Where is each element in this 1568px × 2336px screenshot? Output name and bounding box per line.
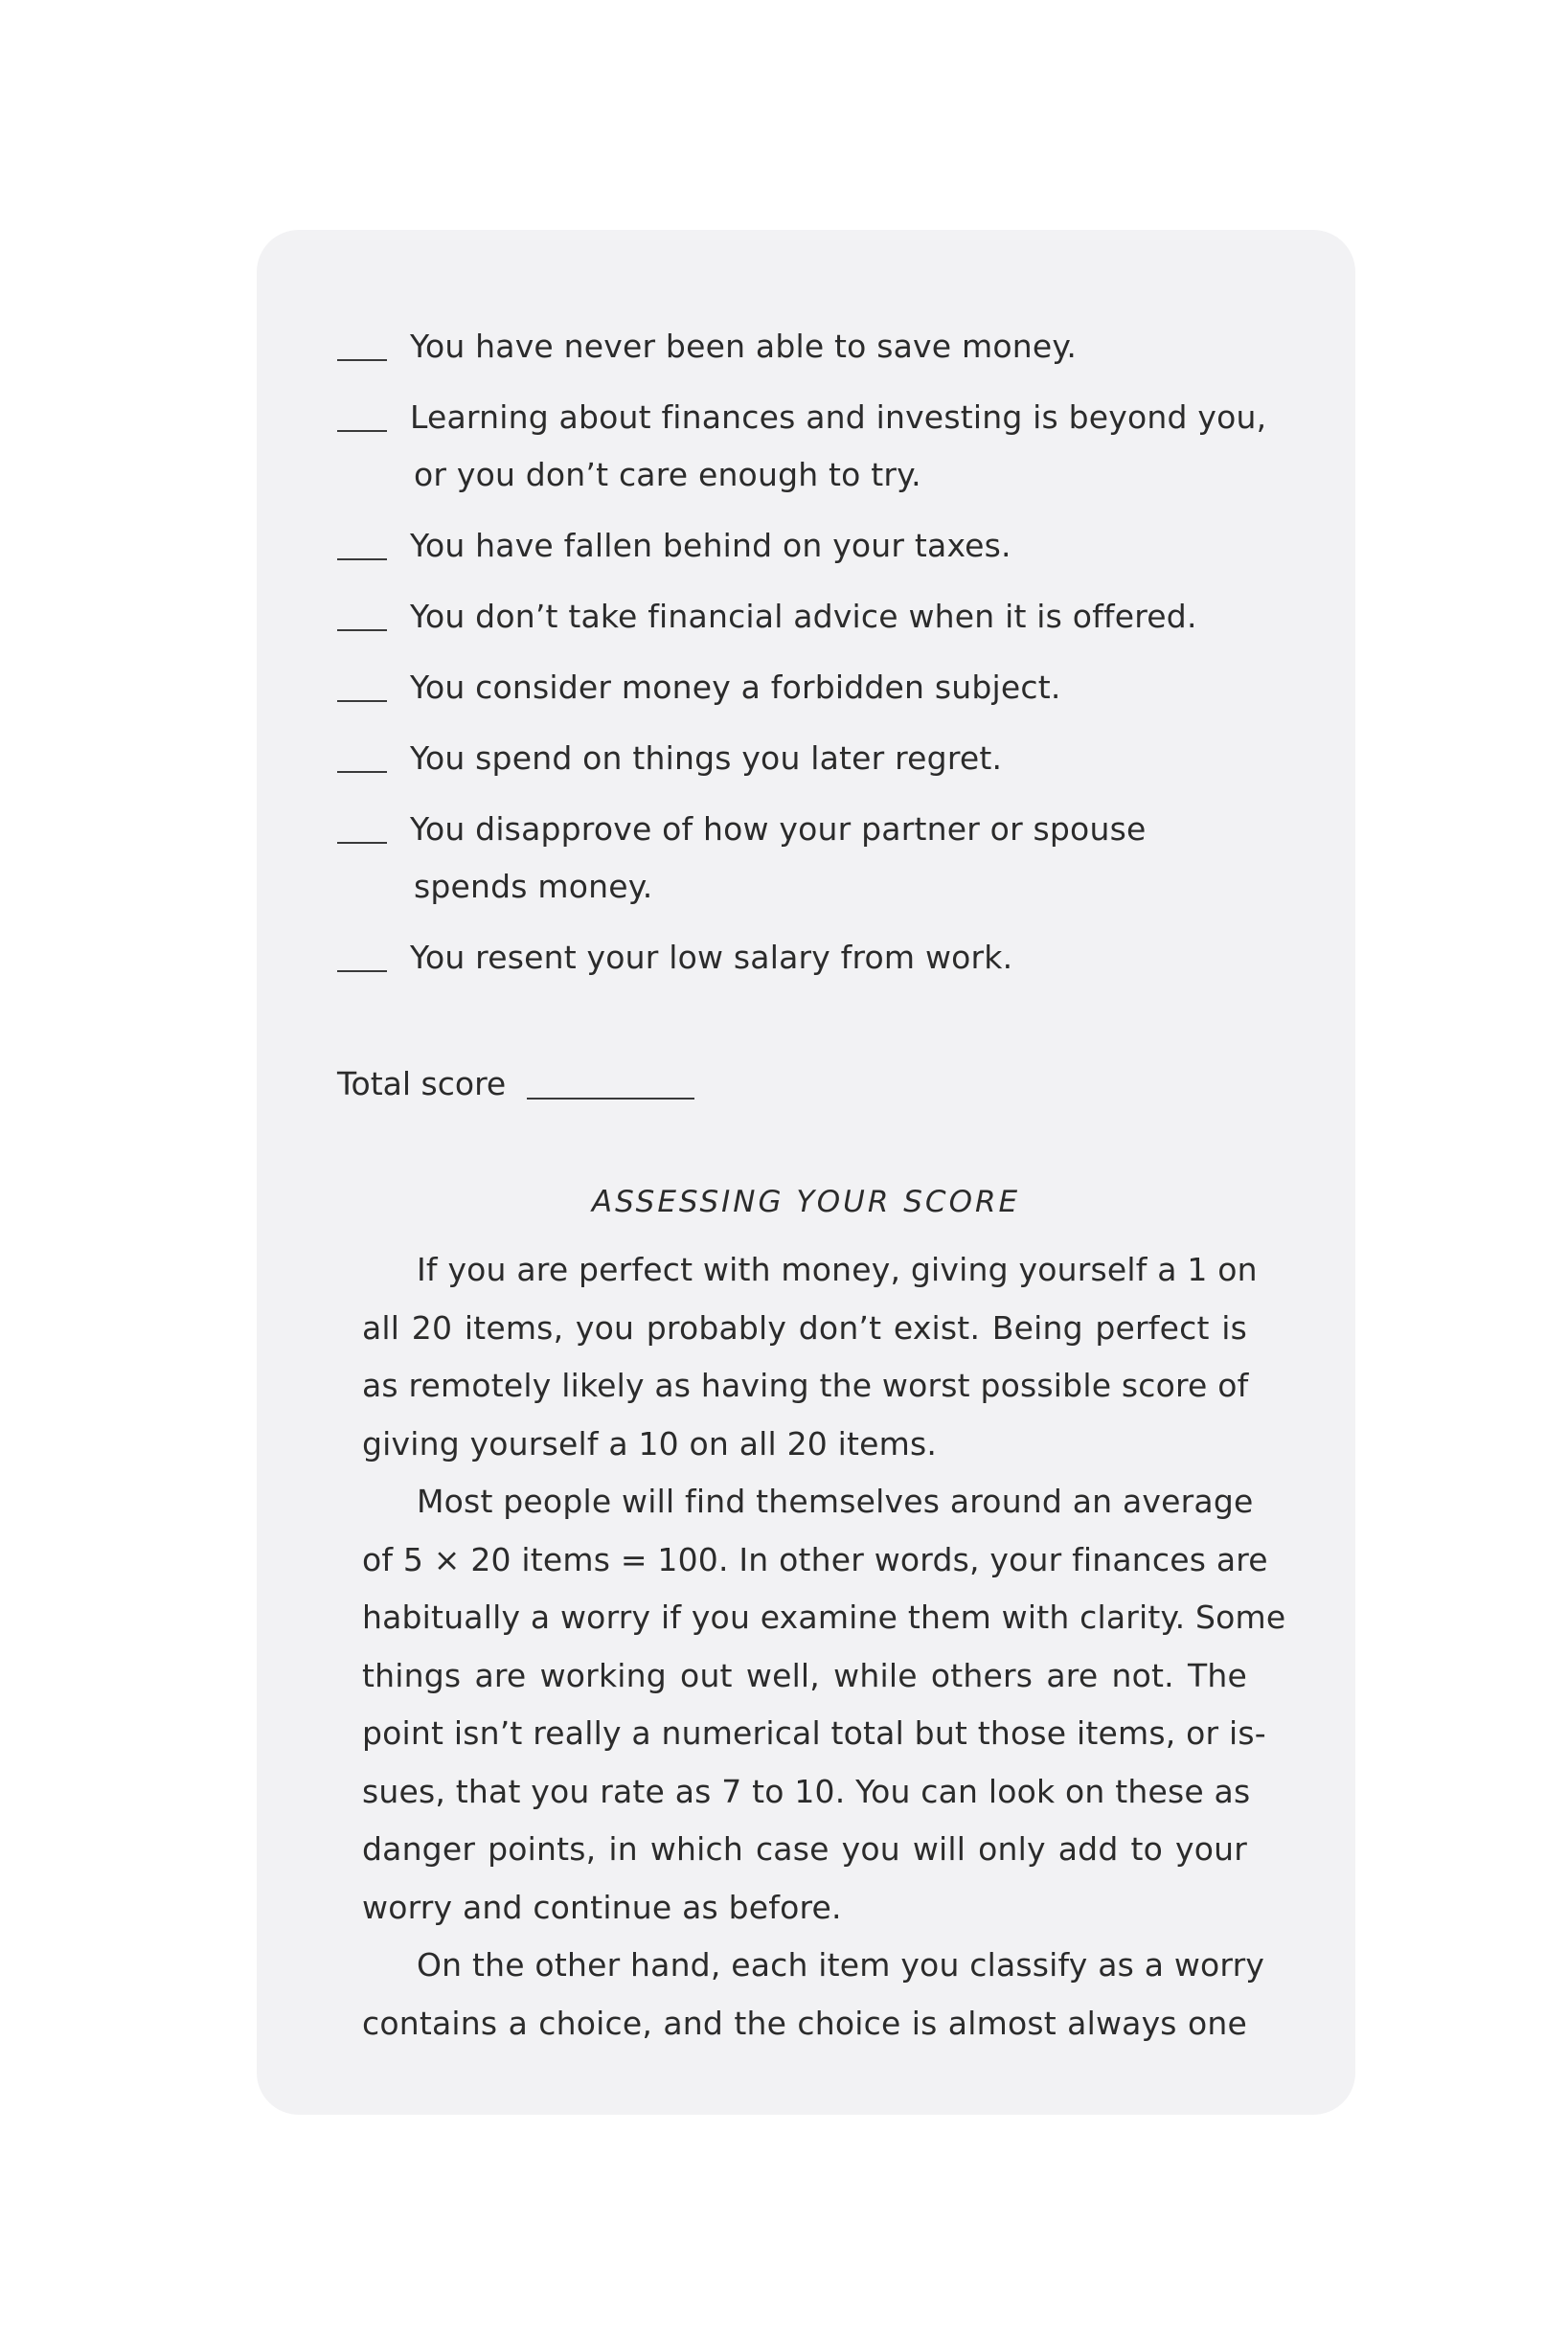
text-line: On the other hand, each item you classify as a worry: [417, 1946, 1265, 1984]
text-line: of 5 × 20 items = 100. In other words, your finances are: [362, 1540, 1268, 1578]
paragraph: [362, 1937, 1265, 2053]
paragraph: [362, 1241, 1258, 1473]
text-line: contains a choice, and the choice is almost always one: [362, 2004, 1247, 2042]
checklist-item-text: You spend on things you later regret.: [410, 739, 1003, 777]
checklist-item-text: You disapprove of how your partner or spouse: [410, 810, 1147, 848]
checklist-item: [337, 517, 1295, 575]
text-line: Most people will find themselves around an average: [417, 1483, 1254, 1520]
checklist-item-text: Learning about finances and investing is beyond you,: [410, 398, 1267, 436]
score-blank[interactable]: [337, 970, 387, 972]
checklist-item: [337, 588, 1295, 646]
assessment-text: [362, 1241, 1286, 2053]
checklist-item-text: You resent your low salary from work.: [410, 939, 1013, 976]
worry-checklist: [337, 318, 1295, 1000]
checklist-item-text: You don’t take financial advice when it is offered.: [410, 598, 1197, 635]
checklist-item-text: or you don’t care enough to try.: [414, 456, 921, 493]
checklist-item: [337, 929, 1295, 987]
content-panel: [257, 230, 1355, 2115]
section-heading: ASSESSING YOUR SCORE: [591, 1185, 1021, 1219]
checklist-item-text: You have fallen behind on your taxes.: [410, 527, 1011, 564]
text-line: all 20 items, you probably don’t exist. Being perfect is: [362, 1308, 1247, 1347]
total-score: [337, 1055, 694, 1113]
text-line: worry and continue as before.: [362, 1888, 842, 1926]
score-blank[interactable]: [337, 700, 387, 702]
text-line: danger points, in which case you will only add to your: [362, 1830, 1247, 1868]
score-blank[interactable]: [337, 842, 387, 844]
text-line: as remotely likely as having the worst possible score of: [362, 1367, 1249, 1404]
checklist-item: [337, 318, 1295, 375]
checklist-item-text: spends money.: [414, 868, 653, 905]
score-blank[interactable]: [337, 430, 387, 432]
text-line: giving yourself a 10 on all 20 items.: [362, 1424, 938, 1463]
total-score-blank[interactable]: [527, 1098, 694, 1100]
text-line: point isn’t really a numerical total but those items, or is-: [362, 1714, 1266, 1752]
checklist-item: [337, 801, 1295, 916]
score-blank[interactable]: [337, 629, 387, 631]
text-line: If you are perfect with money, giving yourself a 1 on: [417, 1251, 1258, 1288]
text-line: sues, that you rate as 7 to 10. You can look on these as: [362, 1772, 1251, 1810]
checklist-item-text: You have never been able to save money.: [410, 328, 1078, 365]
checklist-item-text: You consider money a forbidden subject.: [410, 669, 1061, 706]
paragraph: [362, 1473, 1286, 1937]
text-line: habitually a worry if you examine them with clarity. Some: [362, 1599, 1286, 1636]
checklist-item: [337, 389, 1295, 504]
total-score-label: Total score: [337, 1065, 507, 1102]
score-blank[interactable]: [337, 359, 387, 361]
score-blank[interactable]: [337, 558, 387, 560]
text-line: things are working out well, while others are not. The: [362, 1656, 1247, 1694]
score-blank[interactable]: [337, 771, 387, 773]
checklist-item: [337, 730, 1295, 787]
checklist-item: [337, 659, 1295, 716]
